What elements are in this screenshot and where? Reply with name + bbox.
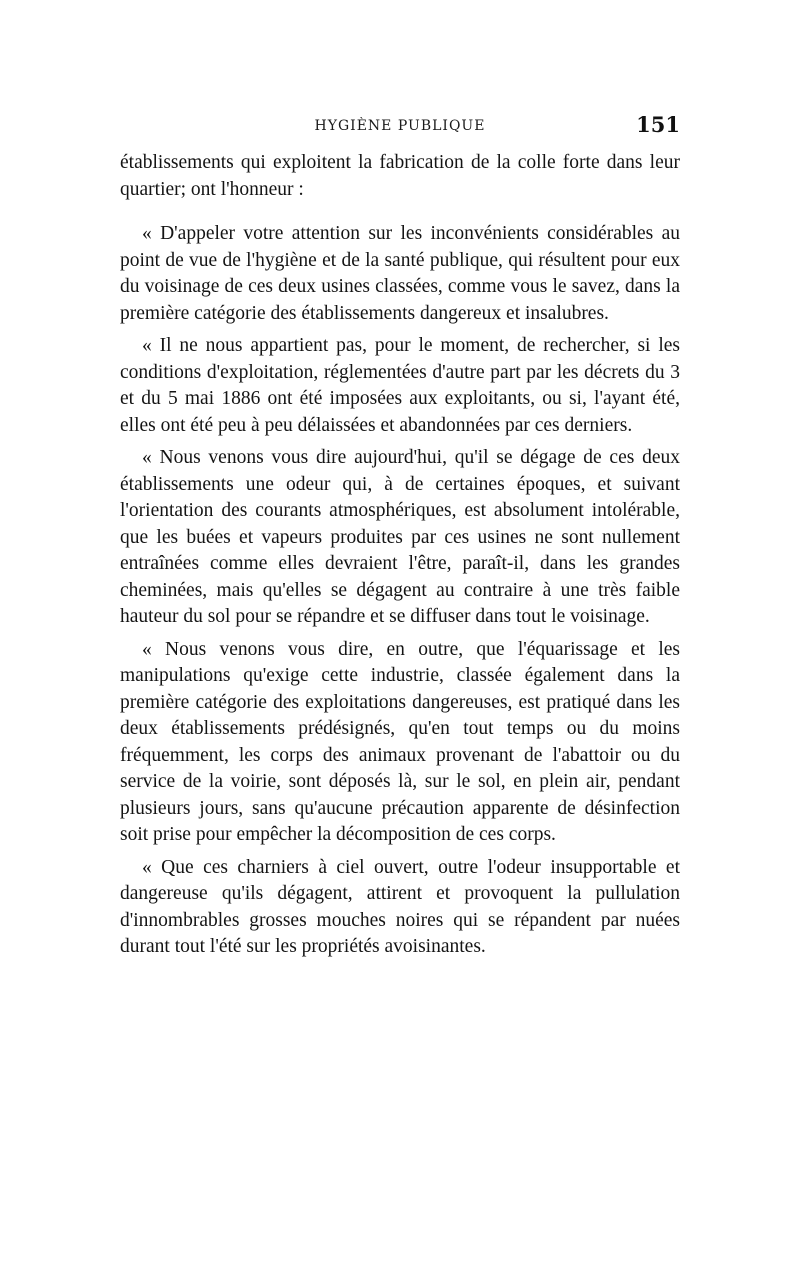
paragraph-quote: « Nous venons vous dire aujourd'hui, qu'il se dégage de ces deux établissements une odeur qui, à de certaines époques, et suivant l'orientation des courants atmosphériques, est absolument intolérable, que les buées et vapeurs produites par ces usines ne sont nullement entraînées comme elles devraient l'être, paraît-il, dans les grandes cheminées, mais qu'elles se dégagent au contraire à une très faible hauteur du sol pour se répandre et se diffuser dans tout le voisinage. <box>120 447 680 627</box>
running-header <box>120 112 680 142</box>
paragraph-quote: « Il ne nous appartient pas, pour le moment, de rechercher, si les conditions d'exploitation, réglementées d'autre part par les décrets du 3 et du 5 mai 1886 ont été imposées aux exploitants, ou si, l'ayant été, elles ont été peu à peu délaissées et abandonnées par ces derniers. <box>120 335 680 436</box>
paragraph-quote: « Nous venons vous dire, en outre, que l'équarissage et les manipulations qu'exige cette industrie, classée également dans la première catégorie des exploitations dangereuses, est pratiqué dans les deux établissements prédésignés, qu'en tout temps ou du moins fréquemment, les corps des animaux provenant de l'abattoir ou du service de la voirie, sont déposés là, sur le sol, en plein air, pendant plusieurs jours, sans qu'aucune précaution apparente de désinfection soit prise pour empêcher la décomposition de ces corps. <box>120 638 680 845</box>
paragraph-continuation: établissements qui exploitent la fabrication de la colle forte dans leur quartier; ont l'honneur : <box>120 152 680 200</box>
running-title: HYGIÈNE PUBLIQUE <box>314 118 486 134</box>
page-number: 151 <box>636 112 680 137</box>
paragraph-quote: « D'appeler votre attention sur les inconvénients considérables au point de vue de l'hygiène et de la santé publique, qui résultent pour eux du voisinage de ces deux usines classées, comme vous le savez, dans la première catégorie des établissements dangereux et insalubres. <box>120 223 680 324</box>
body-text <box>120 150 680 961</box>
paragraph-quote: « Que ces charniers à ciel ouvert, outre l'odeur insupportable et dangereuse qu'ils dégagent, attirent et provoquent la pullulation d'innombrables grosses mouches noires qui se répandent par nuées durant tout l'été sur les propriétés avoisinantes. <box>120 856 680 957</box>
